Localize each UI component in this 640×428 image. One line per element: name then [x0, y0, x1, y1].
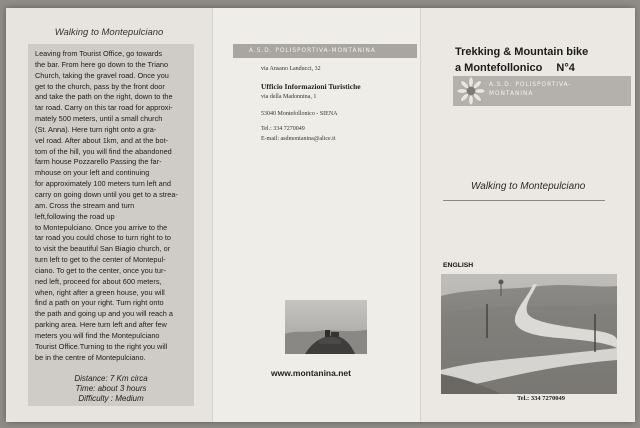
association-address: via Ansano Landucci, 32 — [261, 66, 321, 72]
logo-text — [489, 81, 572, 99]
directions-box — [28, 44, 194, 406]
hilltop-photo — [285, 300, 367, 354]
sunflower-logo-icon — [457, 77, 485, 105]
walk-title-cover: Walking to Montepulciano — [471, 181, 586, 192]
panel-directions — [6, 8, 212, 422]
email: E-mail: asdmontanina@alice.it — [261, 136, 336, 142]
tourist-office-name: Ufficio Informazioni Turistiche — [261, 82, 361, 91]
association-bar: A.S.D. POLISPORTIVA-MONTANINA — [233, 44, 417, 58]
title-underline — [443, 200, 605, 201]
distance-text: Distance: 7 Km circa — [74, 374, 148, 383]
route-number: N°4 — [556, 62, 575, 74]
walk-title-left: Walking to Montepulciano — [54, 27, 164, 38]
city-line: 53040 Montefollonico - SIENA — [261, 111, 338, 117]
association-logo-bar — [453, 76, 631, 106]
website-link[interactable]: www.montanina.net — [271, 368, 351, 378]
walk-stats — [28, 374, 194, 404]
time-text: Time: about 3 hours — [75, 384, 147, 393]
brochure-sheet — [6, 8, 634, 422]
telephone-cover: Tel.: 334 7270049 — [517, 395, 565, 402]
logo-text-line-2: MONTANINA — [489, 91, 534, 97]
telephone: Tel.: 334 7270049 — [261, 126, 305, 132]
title-location: a Montefollonico — [455, 62, 543, 74]
logo-text-line-1: A.S.D. POLISPORTIVA- — [489, 82, 572, 88]
title-line-1: Trekking & Mountain bike — [455, 46, 589, 58]
panel-cover — [420, 8, 635, 422]
tourist-office-address: via della Madonnina, 1 — [261, 94, 317, 100]
language-label: ENGLISH — [443, 262, 474, 269]
directions-text: Leaving from Tourist Office, go towards the bar. From here go down to the Triano Church, taking the gravel road. Once you get to the church, pass by the front door and take the path on the right, down to the tar road. Carry on this tar road for approxi- mately 500 meters, until a small church (St. Anna). Here turn right onto a gra- vel road. After about 1km, and at the bot- tom of the hill, you will find the abandoned farm house Pozzarello Passing the far- mhouse on your left and continuing for approximately 100 meters turn left and carry on going down until you get to a strea- am. Cross the stream and turn left,following the road up to Montepulciano. Once you arrive to the tar road you could chose to turn right to to to visit the beautiful San Biagio church, or turn left to get to the center of Montepul- ciano. To get to the center, once you tur- ned left, proceed for about 600 meters, when, right after a green house, you will find a path on your right. Turn right onto the path and going up and you will reach a parking area. Here turn left and after few meters you will find the Montepulciano Tourist Office.Turning to the right you will be in the centre of Montepulciano. — [35, 49, 178, 362]
brochure-title — [455, 44, 631, 76]
difficulty-text: Difficulty : Medium — [78, 394, 144, 403]
panel-contacts — [212, 8, 421, 422]
countryside-road-photo — [441, 274, 617, 394]
title-line-2 — [455, 60, 631, 76]
